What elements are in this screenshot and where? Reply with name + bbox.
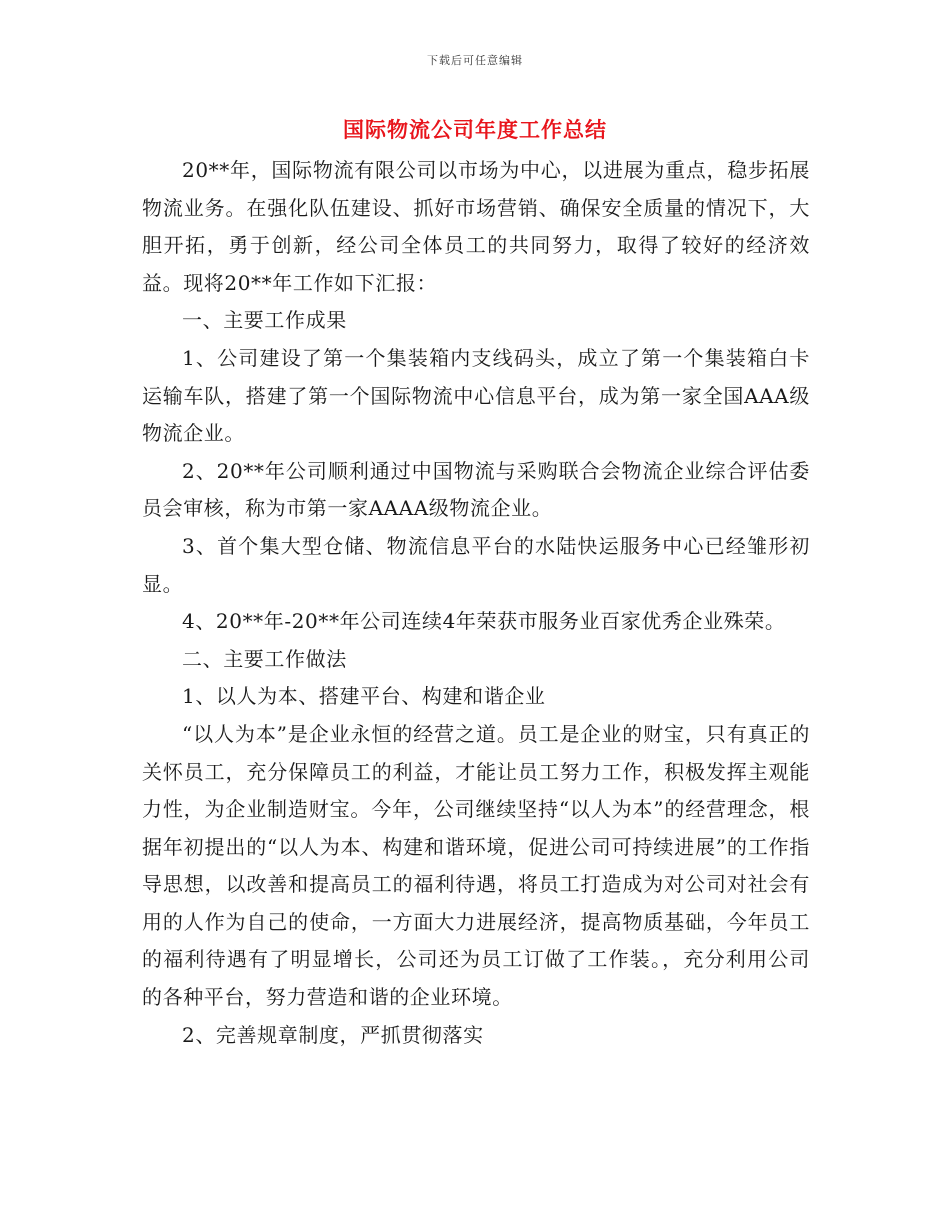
- paragraph-result-4: 4、20**年-20**年公司连续4年荣获市服务业百家优秀企业殊荣。: [182, 609, 786, 634]
- header-note: 下载后可任意编辑: [427, 54, 523, 67]
- subheading-method-2: 2、完善规章制度，严抓贯彻落实: [182, 1022, 484, 1047]
- paragraph-intro: 20**年，国际物流有限公司以市场为中心，以进展为重点，稳步拓展物流业务。在强化队伍建设、抓好市场营销、确保安全质量的情况下，大胆开拓，勇于创新，经公司全体员工的共同努力，取得了较好的经济效益。现将20**年工作如下汇报：: [142, 158, 810, 295]
- paragraph-result-3: 3、首个集大型仓储、物流信息平台的水陆快运服务中心已经雏形初显。: [142, 533, 810, 596]
- section-heading-methods: 二、主要工作做法: [182, 646, 347, 671]
- subheading-method-1: 1、以人为本、搭建平台、构建和谐企业: [182, 684, 546, 709]
- document-body: [142, 152, 810, 1054]
- document-title: 国际物流公司年度工作总结: [343, 118, 607, 142]
- section-heading-results: 一、主要工作成果: [182, 308, 347, 333]
- paragraph-result-1: 1、公司建设了第一个集装箱内支线码头，成立了第一个集装箱白卡运输车队，搭建了第一个国际物流中心信息平台，成为第一家全国AAA级物流企业。: [142, 345, 810, 446]
- paragraph-method-1: “以人为本”是企业永恒的经营之道。员工是企业的财宝，只有真正的关怀员工，充分保障员工的利益，才能让员工努力工作，积极发挥主观能力性，为企业制造财宝。今年，公司继续坚持“以人为本”的经营理念，根据年初提出的“以人为本、构建和谐环境，促进公司可持续进展”的工作指导思想，以改善和提高员工的福利待遇，将员工打造成为对公司对社会有用的人作为自己的使命，一方面大力进展经济，提高物质基础，今年员工的福利待遇有了明显增长，公司还为员工订做了工作装。，充分利用公司的各种平台，努力营造和谐的企业环境。: [142, 721, 810, 1010]
- paragraph-result-2: 2、20**年公司顺利通过中国物流与采购联合会物流企业综合评估委员会审核，称为市第一家AAAA级物流企业。: [142, 458, 810, 521]
